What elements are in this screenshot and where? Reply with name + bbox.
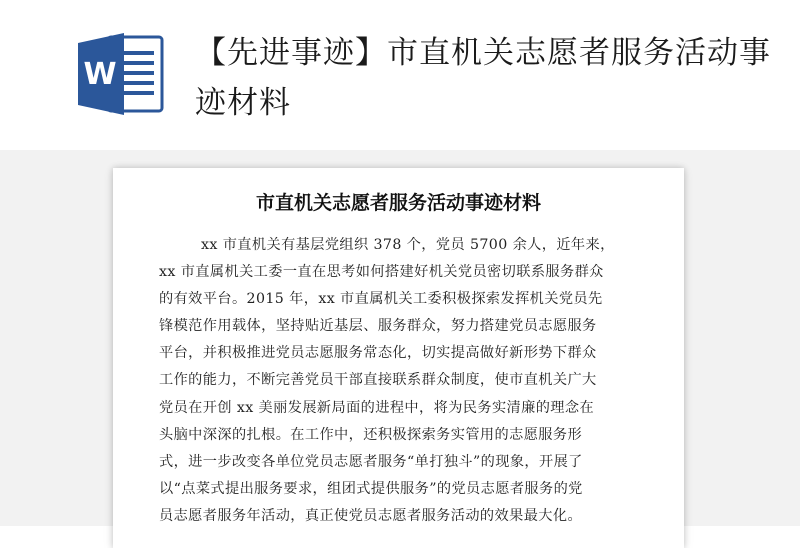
body-line: xx 市直机关有基层党组织 378 个，党员 5700 余人，近年来， xyxy=(201,237,615,253)
body-line: xx 市直属机关工委一直在思考如何搭建好机关党员密切联系服务群众 xyxy=(159,264,604,281)
body-line: 头脑中深深的扎根。在工作中，还积极探索务实管用的志愿服务形 xyxy=(159,426,583,443)
body-line: 平台，并积极推进党员志愿服务常态化，切实提高做好新形势下群众 xyxy=(159,345,597,362)
body-line: 以“点菜式提出服务要求，组团式提供服务”的党员志愿者服务的党 xyxy=(159,480,583,497)
document-page xyxy=(113,168,684,548)
document-body xyxy=(159,232,643,530)
word-icon-letter: W xyxy=(83,57,117,92)
body-line: 的有效平台。2015 年，xx 市直属机关工委积极探索发挥机关党员先 xyxy=(159,291,603,308)
body-line: 工作的能力，不断完善党员干部直接联系群众制度，使市直机关广大 xyxy=(159,372,597,389)
header-banner xyxy=(0,0,800,150)
body-line: 党员在开创 xx 美丽发展新局面的进程中，将为民务实清廉的理念在 xyxy=(159,399,595,416)
word-document-icon xyxy=(78,33,164,115)
body-line: 锋模范作用载体，坚持贴近基层、服务群众，努力搭建党员志愿服务 xyxy=(159,318,597,335)
body-line: 式，进一步改变各单位党员志愿者服务“单打独斗”的现象，开展了 xyxy=(159,453,583,470)
document-title: 市直机关志愿者服务活动事迹材料 xyxy=(255,192,541,214)
page-title: 【先进事迹】市直机关志愿者服务活动事迹材料 xyxy=(195,35,771,121)
body-line: 员志愿者服务年活动，真正使党员志愿者服务活动的效果最大化。 xyxy=(159,507,583,524)
